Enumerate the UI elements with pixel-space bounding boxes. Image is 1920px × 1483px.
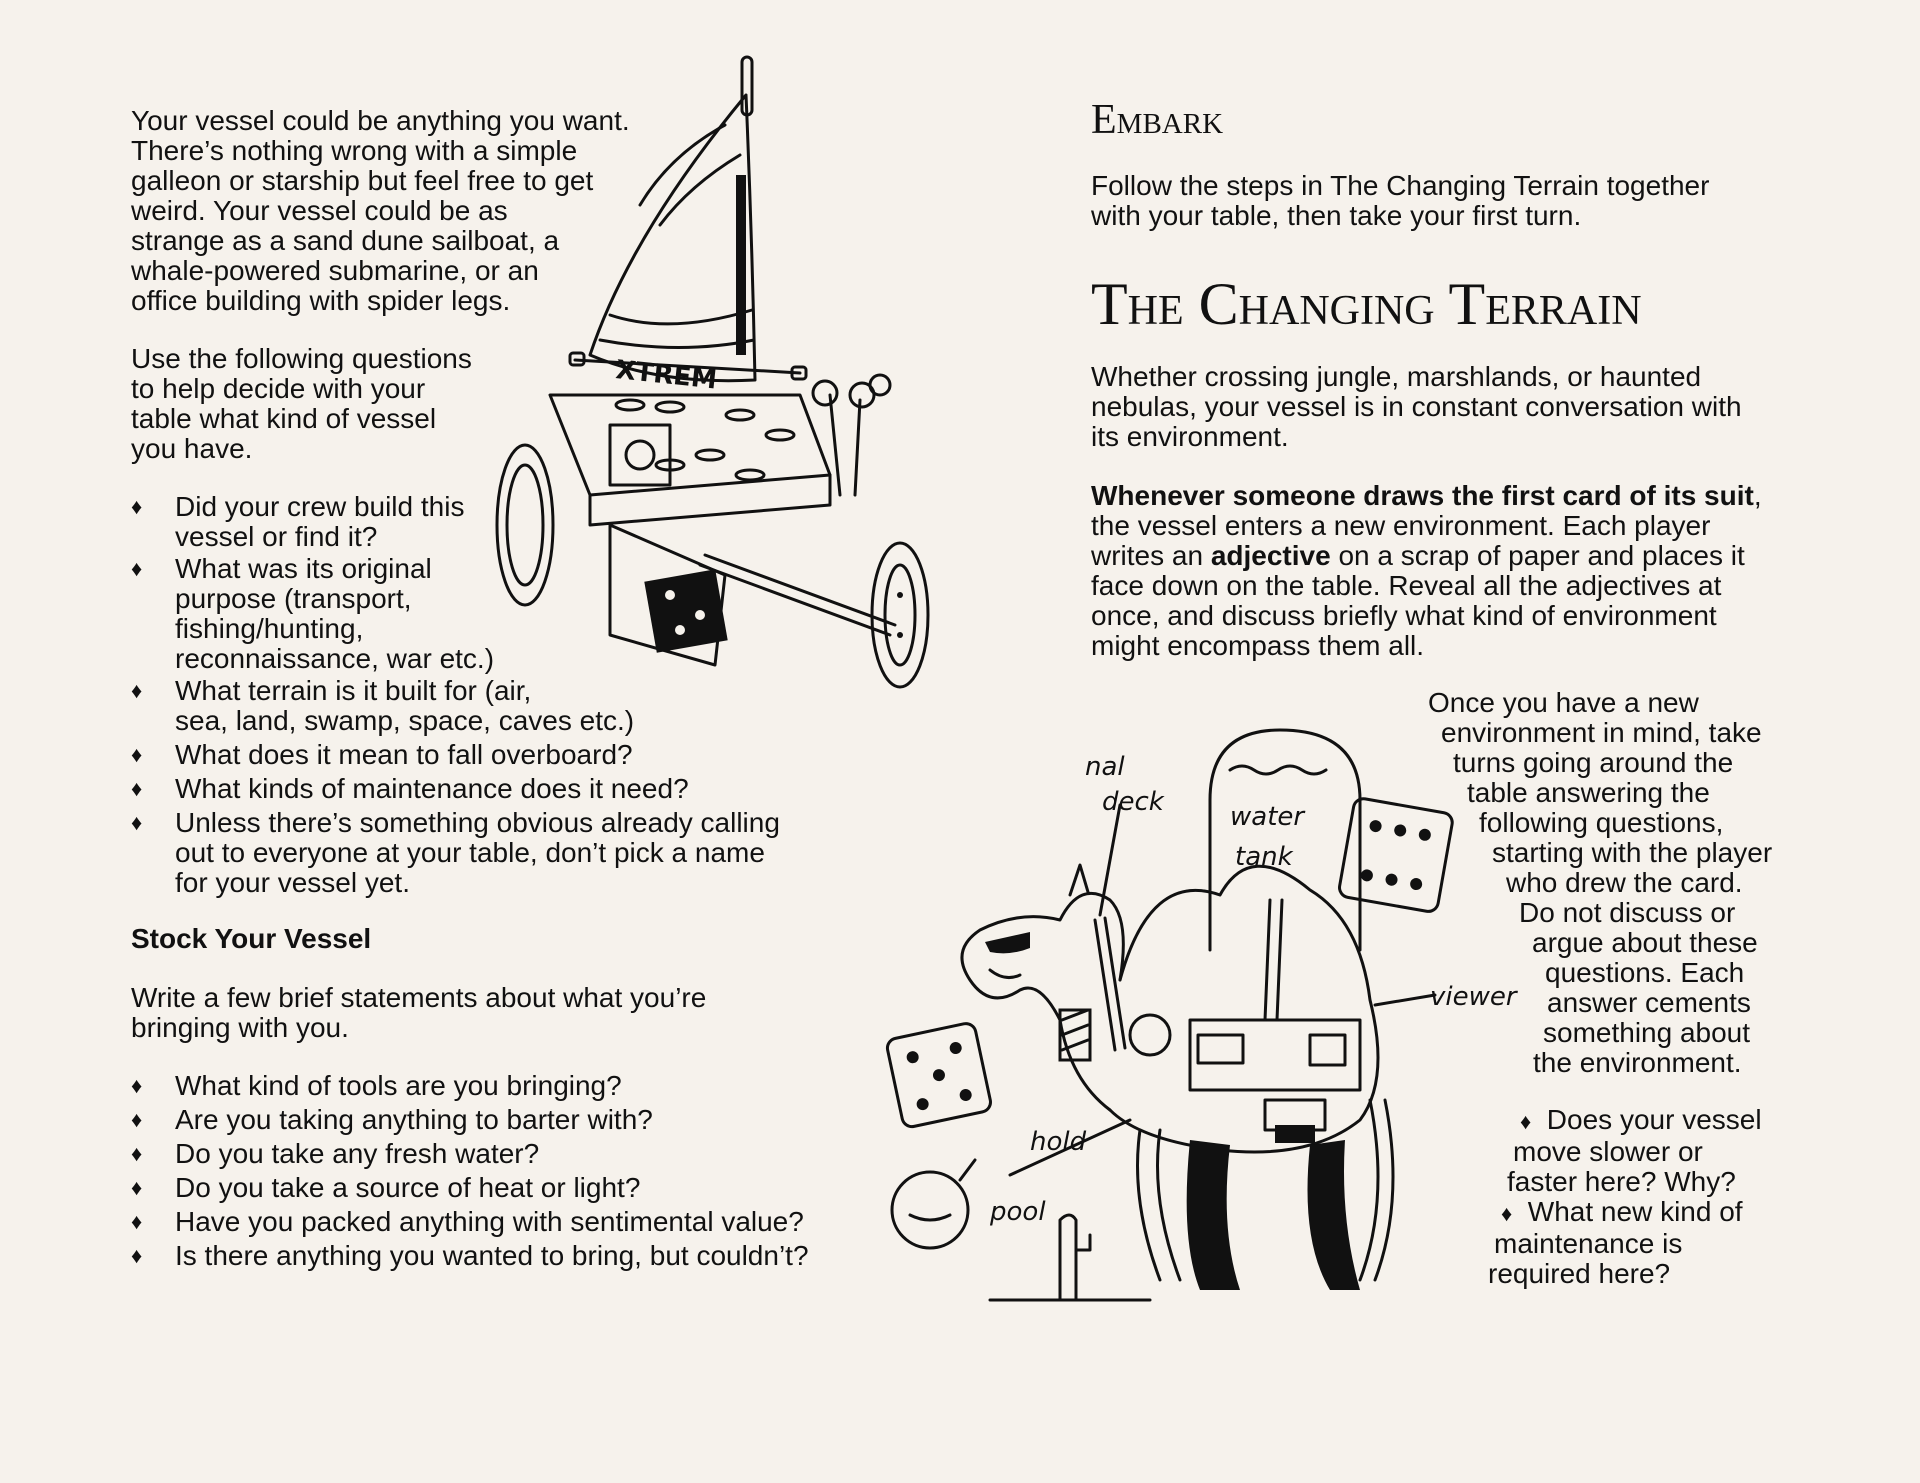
list-item-text: Have you packed anything with sentimental value? [175, 1206, 804, 1237]
env-question-line: faster here? Why? [1507, 1166, 1736, 1197]
list-item-line: What kinds of maintenance does it need? [175, 773, 689, 804]
diagonal-line: turns going around the [1453, 747, 1734, 778]
list-item-line: for your vessel yet. [175, 867, 410, 898]
diagonal-line: answer cements [1547, 987, 1751, 1018]
env-question-line [1501, 1197, 1920, 1229]
rule-line: once, and discuss briefly what kind of environment [1091, 600, 1717, 631]
intro-line: There’s nothing wrong with a simple [131, 135, 578, 166]
terrain-heading: The Changing Terrain [1091, 271, 1642, 337]
diamond-bullet-icon: ♦ [131, 742, 143, 767]
env-question-line: required here? [1488, 1258, 1671, 1289]
rule-line: face down on the table. Reveal all the adjectives at [1091, 570, 1722, 601]
diagonal-line: who drew the card. [1506, 867, 1743, 898]
diamond-bullet-icon: ♦ [131, 776, 143, 801]
rule-text: writes an [1091, 540, 1211, 571]
intro-line: Your vessel could be anything you want. [131, 105, 630, 136]
list-item-line: sea, land, swamp, space, caves etc.) [175, 705, 635, 736]
questions-intro-paragraph [131, 344, 472, 464]
diagonal-line: something about [1543, 1017, 1751, 1048]
list-item-line: purpose (transport, [175, 583, 412, 614]
rule-paragraph [1091, 481, 1762, 661]
diamond-bullet-icon: ♦ [131, 1209, 143, 1234]
questions-intro-line: to help decide with your [131, 373, 426, 404]
env-question-line: move slower or [1513, 1136, 1703, 1167]
diamond-bullet-icon: ♦ [131, 1141, 143, 1166]
intro-line: weird. Your vessel could be as [131, 195, 508, 226]
label-hold: hold [1030, 1127, 1087, 1157]
diamond-bullet-icon: ♦ [1520, 1109, 1532, 1134]
questions-intro-line: Use the following questions [131, 343, 472, 374]
stock-heading: Stock Your Vessel [131, 923, 372, 954]
env-question-text: What new kind of [1527, 1196, 1743, 1227]
intro-line: whale-powered submarine, or an [131, 255, 539, 286]
stock-intro-line: bringing with you. [131, 1012, 349, 1043]
list-item-line: fishing/hunting, [175, 613, 364, 644]
diamond-bullet-icon: ♦ [131, 1175, 143, 1200]
list-item-line: vessel or find it? [175, 521, 378, 552]
rule-bold-word: adjective [1210, 540, 1331, 571]
diamond-bullet-icon: ♦ [131, 1107, 143, 1132]
embark-paragraph [1091, 171, 1709, 231]
intro-line: galleon or starship but feel free to get [131, 165, 594, 196]
diamond-bullet-icon: ♦ [131, 678, 143, 703]
env-question-text: Does your vessel [1546, 1104, 1762, 1135]
list-item-text: What kind of tools are you bringing? [175, 1070, 622, 1101]
diamond-bullet-icon: ♦ [1501, 1201, 1513, 1226]
list-item-line: out to everyone at your table, don’t pick a name [175, 837, 765, 868]
diamond-bullet-icon: ♦ [131, 1073, 143, 1098]
terrain-intro-line: its environment. [1091, 421, 1289, 452]
stock-intro-line: Write a few brief statements about what you’re [131, 982, 707, 1013]
intro-line: office building with spider legs. [131, 285, 511, 316]
questions-intro-line: you have. [131, 433, 253, 464]
embark-line: with your table, then take your first turn. [1091, 200, 1582, 231]
env-question-line [1520, 1105, 1920, 1137]
embark-line: Follow the steps in The Changing Terrain together [1091, 170, 1710, 201]
diagonal-line: the environment. [1533, 1047, 1742, 1078]
diamond-bullet-icon: ♦ [131, 556, 143, 581]
rule-bold-lead: Whenever someone draws the first card of its suit [1091, 480, 1754, 511]
camel-vessel-illustration [890, 720, 1517, 1310]
list-item-line: What does it mean to fall overboard? [175, 739, 633, 770]
rule-text: on a scrap of paper and places it [1330, 540, 1745, 571]
list-item-line: reconnaissance, war etc.) [175, 643, 495, 674]
rule-line [1091, 541, 1762, 571]
questions-intro-line: table what kind of vessel [131, 403, 437, 434]
diagonal-line: environment in mind, take [1441, 717, 1762, 748]
diamond-bullet-icon: ♦ [131, 494, 143, 519]
diagonal-line: table answering the [1467, 777, 1710, 808]
list-item-line: Did your crew build this [175, 491, 465, 522]
env-question-line: maintenance is [1494, 1228, 1683, 1259]
intro-line: strange as a sand dune sailboat, a [131, 225, 560, 256]
label-deck-line2: deck [1102, 787, 1164, 817]
list-item-text: Do you take any fresh water? [175, 1138, 540, 1169]
rule-line: the vessel enters a new environment. Each player [1091, 510, 1711, 541]
list-item-line: What terrain is it built for (air, [175, 675, 532, 706]
diagonal-line: starting with the player [1492, 837, 1773, 868]
diagonal-line: questions. Each [1545, 957, 1745, 988]
list-item-text: Is there anything you wanted to bring, but couldn’t? [175, 1240, 809, 1271]
diamond-bullet-icon: ♦ [131, 810, 143, 835]
label-pool: pool [990, 1197, 1046, 1227]
list-item-line: What was its original [175, 553, 432, 584]
list-item-line: Unless there’s something obvious already calling [175, 807, 780, 838]
sail-cart-illustration [490, 55, 950, 705]
diagonal-line: argue about these [1532, 927, 1758, 958]
label-viewer: viewer [1430, 982, 1517, 1012]
embark-heading: Embark [1091, 97, 1224, 143]
label-water-line2: tank [1235, 842, 1293, 872]
terrain-intro-line: Whether crossing jungle, marshlands, or haunted [1091, 361, 1702, 392]
terrain-intro-paragraph [1091, 362, 1742, 452]
sail-label: XTREM [614, 355, 719, 396]
rule-comma: , [1753, 480, 1762, 511]
rule-line [1091, 481, 1762, 511]
label-water-line1: water [1230, 802, 1305, 832]
list-item-text: Are you taking anything to barter with? [175, 1104, 653, 1135]
diagonal-line: Once you have a new [1428, 687, 1699, 718]
diamond-bullet-icon: ♦ [131, 1243, 143, 1268]
list-item-text: Do you take a source of heat or light? [175, 1172, 641, 1203]
diagonal-line: Do not discuss or [1519, 897, 1736, 928]
rule-line: might encompass them all. [1091, 630, 1425, 661]
diagonal-line: following questions, [1479, 807, 1724, 838]
label-deck-line1: nal [1085, 752, 1125, 782]
terrain-intro-line: nebulas, your vessel is in constant conversation with [1091, 391, 1742, 422]
